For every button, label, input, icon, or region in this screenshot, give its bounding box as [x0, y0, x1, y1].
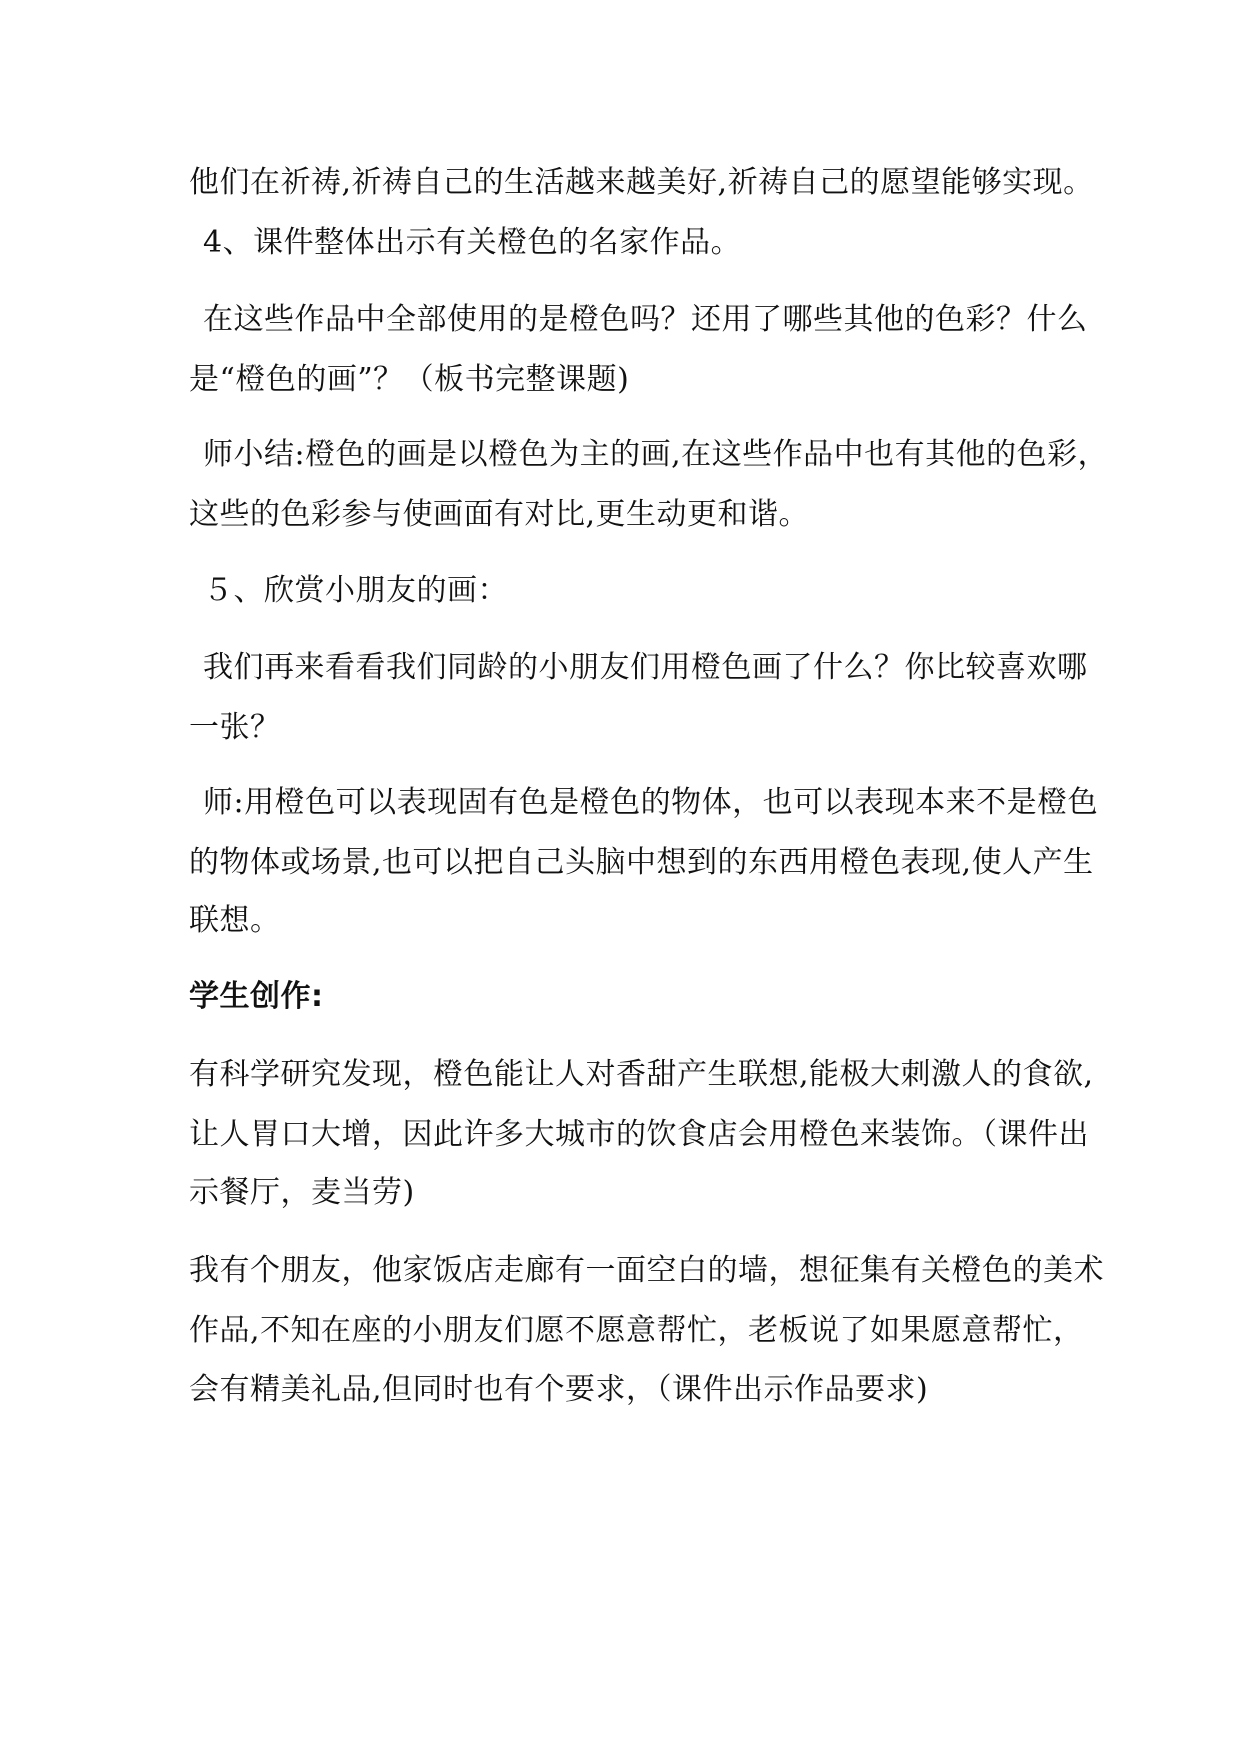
paragraph-line: 他们在祈祷,祈祷自己的生活越来越美好,祈祷自己的愿望能够实现。	[189, 165, 1094, 200]
paragraph-line: 师小结:橙色的画是以橙色为主的画,在这些作品中也有其他的色彩，	[203, 437, 1109, 472]
paragraph-line: 在这些作品中全部使用的是橙色吗？还用了哪些其他的色彩？什么	[203, 302, 1088, 337]
paragraph-line: 我们再来看看我们同龄的小朋友们用橙色画了什么？你比较喜欢哪	[203, 650, 1088, 685]
paragraph-line: 示餐厅，麦当劳)	[189, 1175, 415, 1210]
section-heading: 学生创作:	[189, 979, 324, 1014]
paragraph-line: 的物体或场景,也可以把自己头脑中想到的东西用橙色表现,使人产生	[189, 845, 1094, 880]
paragraph-line: 一张？	[189, 710, 281, 745]
paragraph-line: 我有个朋友，他家饭店走廊有一面空白的墙，想征集有关橙色的美术	[189, 1253, 1104, 1288]
paragraph-line: 这些的色彩参与使画面有对比,更生动更和谐。	[189, 497, 810, 532]
paragraph-line: 会有精美礼品,但同时也有个要求，（课件出示作品要求)	[189, 1372, 929, 1407]
paragraph-line: 是“橙色的画”？（板书完整课题)	[189, 362, 630, 397]
paragraph-line: 作品,不知在座的小朋友们愿不愿意帮忙，老板说了如果愿意帮忙，	[189, 1313, 1084, 1348]
paragraph-line: 师:用橙色可以表现固有色是橙色的物体，也可以表现本来不是橙色	[203, 785, 1099, 820]
paragraph-line: 联想。	[189, 903, 281, 938]
paragraph-line: ５、欣赏小朋友的画：	[203, 573, 508, 608]
paragraph-line: 有科学研究发现，橙色能让人对香甜产生联想,能极大刺激人的食欲,	[189, 1057, 1094, 1092]
paragraph-line: 4、课件整体出示有关橙色的名家作品。	[203, 225, 742, 260]
paragraph-line: 让人胃口大增，因此许多大城市的饮食店会用橙色来装饰。（课件出	[189, 1117, 1089, 1152]
